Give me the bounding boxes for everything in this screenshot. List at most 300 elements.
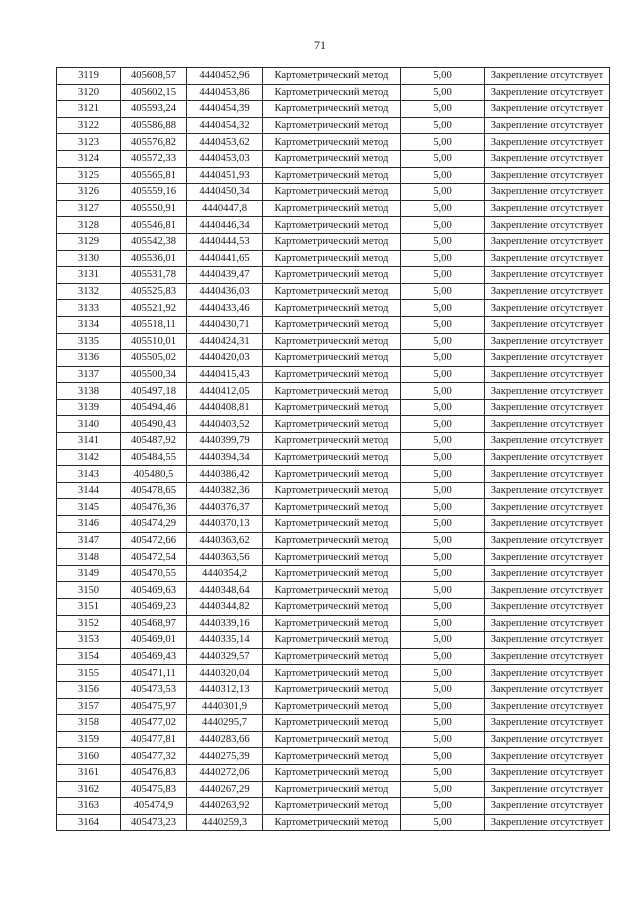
table-row xyxy=(57,466,610,483)
table-row xyxy=(57,233,610,250)
x-coordinate-cell: 405608,57 xyxy=(121,68,187,85)
point-number-cell: 3136 xyxy=(57,350,121,367)
point-number-cell: 3147 xyxy=(57,532,121,549)
point-number-cell: 3144 xyxy=(57,482,121,499)
point-number-cell: 3143 xyxy=(57,466,121,483)
point-number-cell: 3138 xyxy=(57,383,121,400)
x-coordinate-cell: 405468,97 xyxy=(121,615,187,632)
fixing-cell: Закрепление отсутствует xyxy=(485,250,610,267)
fixing-cell: Закрепление отсутствует xyxy=(485,764,610,781)
fixing-cell: Закрепление отсутствует xyxy=(485,200,610,217)
accuracy-cell: 5,00 xyxy=(401,731,485,748)
point-number-cell: 3141 xyxy=(57,433,121,450)
point-number-cell: 3160 xyxy=(57,748,121,765)
table-row xyxy=(57,267,610,284)
fixing-cell: Закрепление отсутствует xyxy=(485,549,610,566)
method-cell: Картометрический метод xyxy=(263,200,401,217)
y-coordinate-cell: 4440450,34 xyxy=(187,184,263,201)
method-cell: Картометрический метод xyxy=(263,84,401,101)
method-cell: Картометрический метод xyxy=(263,366,401,383)
accuracy-cell: 5,00 xyxy=(401,599,485,616)
point-number-cell: 3159 xyxy=(57,731,121,748)
x-coordinate-cell: 405531,78 xyxy=(121,267,187,284)
x-coordinate-cell: 405586,88 xyxy=(121,117,187,134)
accuracy-cell: 5,00 xyxy=(401,283,485,300)
table-row xyxy=(57,101,610,118)
accuracy-cell: 5,00 xyxy=(401,267,485,284)
method-cell: Картометрический метод xyxy=(263,399,401,416)
fixing-cell: Закрепление отсутствует xyxy=(485,532,610,549)
point-number-cell: 3150 xyxy=(57,582,121,599)
y-coordinate-cell: 4440451,93 xyxy=(187,167,263,184)
accuracy-cell: 5,00 xyxy=(401,233,485,250)
method-cell: Картометрический метод xyxy=(263,250,401,267)
table-row xyxy=(57,167,610,184)
y-coordinate-cell: 4440339,16 xyxy=(187,615,263,632)
fixing-cell: Закрепление отсутствует xyxy=(485,681,610,698)
accuracy-cell: 5,00 xyxy=(401,582,485,599)
y-coordinate-cell: 4440320,04 xyxy=(187,665,263,682)
table-row xyxy=(57,200,610,217)
point-number-cell: 3155 xyxy=(57,665,121,682)
table-row xyxy=(57,582,610,599)
accuracy-cell: 5,00 xyxy=(401,383,485,400)
point-number-cell: 3128 xyxy=(57,217,121,234)
accuracy-cell: 5,00 xyxy=(401,748,485,765)
y-coordinate-cell: 4440403,52 xyxy=(187,416,263,433)
y-coordinate-cell: 4440348,64 xyxy=(187,582,263,599)
y-coordinate-cell: 4440382,36 xyxy=(187,482,263,499)
x-coordinate-cell: 405473,23 xyxy=(121,814,187,831)
y-coordinate-cell: 4440275,39 xyxy=(187,748,263,765)
x-coordinate-cell: 405572,33 xyxy=(121,150,187,167)
method-cell: Картометрический метод xyxy=(263,698,401,715)
point-number-cell: 3132 xyxy=(57,283,121,300)
y-coordinate-cell: 4440301,9 xyxy=(187,698,263,715)
method-cell: Картометрический метод xyxy=(263,316,401,333)
fixing-cell: Закрепление отсутствует xyxy=(485,516,610,533)
table-row xyxy=(57,433,610,450)
point-number-cell: 3145 xyxy=(57,499,121,516)
method-cell: Картометрический метод xyxy=(263,532,401,549)
x-coordinate-cell: 405471,11 xyxy=(121,665,187,682)
accuracy-cell: 5,00 xyxy=(401,449,485,466)
method-cell: Картометрический метод xyxy=(263,267,401,284)
y-coordinate-cell: 4440453,86 xyxy=(187,84,263,101)
x-coordinate-cell: 405478,65 xyxy=(121,482,187,499)
accuracy-cell: 5,00 xyxy=(401,117,485,134)
point-number-cell: 3135 xyxy=(57,333,121,350)
accuracy-cell: 5,00 xyxy=(401,333,485,350)
table-row xyxy=(57,150,610,167)
point-number-cell: 3157 xyxy=(57,698,121,715)
y-coordinate-cell: 4440433,46 xyxy=(187,300,263,317)
method-cell: Картометрический метод xyxy=(263,516,401,533)
accuracy-cell: 5,00 xyxy=(401,499,485,516)
table-row xyxy=(57,416,610,433)
fixing-cell: Закрепление отсутствует xyxy=(485,316,610,333)
accuracy-cell: 5,00 xyxy=(401,250,485,267)
point-number-cell: 3142 xyxy=(57,449,121,466)
table-row xyxy=(57,698,610,715)
x-coordinate-cell: 405474,29 xyxy=(121,516,187,533)
x-coordinate-cell: 405525,83 xyxy=(121,283,187,300)
y-coordinate-cell: 4440453,03 xyxy=(187,150,263,167)
x-coordinate-cell: 405497,18 xyxy=(121,383,187,400)
accuracy-cell: 5,00 xyxy=(401,366,485,383)
accuracy-cell: 5,00 xyxy=(401,482,485,499)
y-coordinate-cell: 4440420,03 xyxy=(187,350,263,367)
fixing-cell: Закрепление отсутствует xyxy=(485,267,610,284)
table-row xyxy=(57,665,610,682)
method-cell: Картометрический метод xyxy=(263,549,401,566)
x-coordinate-cell: 405505,02 xyxy=(121,350,187,367)
method-cell: Картометрический метод xyxy=(263,615,401,632)
method-cell: Картометрический метод xyxy=(263,648,401,665)
table-row xyxy=(57,565,610,582)
point-number-cell: 3127 xyxy=(57,200,121,217)
method-cell: Картометрический метод xyxy=(263,798,401,815)
x-coordinate-cell: 405470,55 xyxy=(121,565,187,582)
y-coordinate-cell: 4440454,39 xyxy=(187,101,263,118)
method-cell: Картометрический метод xyxy=(263,599,401,616)
y-coordinate-cell: 4440386,42 xyxy=(187,466,263,483)
table-row xyxy=(57,134,610,151)
accuracy-cell: 5,00 xyxy=(401,764,485,781)
y-coordinate-cell: 4440267,29 xyxy=(187,781,263,798)
table-row xyxy=(57,681,610,698)
fixing-cell: Закрепление отсутствует xyxy=(485,68,610,85)
table-row xyxy=(57,350,610,367)
fixing-cell: Закрепление отсутствует xyxy=(485,416,610,433)
fixing-cell: Закрепление отсутствует xyxy=(485,300,610,317)
x-coordinate-cell: 405472,54 xyxy=(121,549,187,566)
fixing-cell: Закрепление отсутствует xyxy=(485,565,610,582)
fixing-cell: Закрепление отсутствует xyxy=(485,134,610,151)
accuracy-cell: 5,00 xyxy=(401,416,485,433)
fixing-cell: Закрепление отсутствует xyxy=(485,748,610,765)
accuracy-cell: 5,00 xyxy=(401,565,485,582)
accuracy-cell: 5,00 xyxy=(401,84,485,101)
point-number-cell: 3158 xyxy=(57,715,121,732)
method-cell: Картометрический метод xyxy=(263,233,401,250)
table-row xyxy=(57,516,610,533)
method-cell: Картометрический метод xyxy=(263,582,401,599)
fixing-cell: Закрепление отсутствует xyxy=(485,150,610,167)
table-row xyxy=(57,798,610,815)
table-row xyxy=(57,648,610,665)
table-row xyxy=(57,399,610,416)
y-coordinate-cell: 4440376,37 xyxy=(187,499,263,516)
point-number-cell: 3164 xyxy=(57,814,121,831)
x-coordinate-cell: 405490,43 xyxy=(121,416,187,433)
x-coordinate-cell: 405480,5 xyxy=(121,466,187,483)
fixing-cell: Закрепление отсутствует xyxy=(485,283,610,300)
point-number-cell: 3125 xyxy=(57,167,121,184)
method-cell: Картометрический метод xyxy=(263,781,401,798)
fixing-cell: Закрепление отсутствует xyxy=(485,499,610,516)
x-coordinate-cell: 405550,91 xyxy=(121,200,187,217)
accuracy-cell: 5,00 xyxy=(401,399,485,416)
x-coordinate-cell: 405593,24 xyxy=(121,101,187,118)
table-row xyxy=(57,615,610,632)
method-cell: Картометрический метод xyxy=(263,167,401,184)
fixing-cell: Закрепление отсутствует xyxy=(485,383,610,400)
fixing-cell: Закрепление отсутствует xyxy=(485,798,610,815)
fixing-cell: Закрепление отсутствует xyxy=(485,350,610,367)
table-row xyxy=(57,781,610,798)
table-row xyxy=(57,117,610,134)
point-number-cell: 3163 xyxy=(57,798,121,815)
table-row xyxy=(57,814,610,831)
accuracy-cell: 5,00 xyxy=(401,200,485,217)
fixing-cell: Закрепление отсутствует xyxy=(485,599,610,616)
fixing-cell: Закрепление отсутствует xyxy=(485,466,610,483)
method-cell: Картометрический метод xyxy=(263,300,401,317)
x-coordinate-cell: 405542,38 xyxy=(121,233,187,250)
method-cell: Картометрический метод xyxy=(263,565,401,582)
point-number-cell: 3133 xyxy=(57,300,121,317)
point-number-cell: 3131 xyxy=(57,267,121,284)
table-row xyxy=(57,499,610,516)
point-number-cell: 3161 xyxy=(57,764,121,781)
point-number-cell: 3122 xyxy=(57,117,121,134)
fixing-cell: Закрепление отсутствует xyxy=(485,117,610,134)
point-number-cell: 3153 xyxy=(57,632,121,649)
method-cell: Картометрический метод xyxy=(263,632,401,649)
y-coordinate-cell: 4440439,47 xyxy=(187,267,263,284)
point-number-cell: 3146 xyxy=(57,516,121,533)
y-coordinate-cell: 4440454,32 xyxy=(187,117,263,134)
table-row xyxy=(57,599,610,616)
method-cell: Картометрический метод xyxy=(263,283,401,300)
x-coordinate-cell: 405472,66 xyxy=(121,532,187,549)
page-number: 71 xyxy=(314,38,326,52)
point-number-cell: 3137 xyxy=(57,366,121,383)
table-row xyxy=(57,300,610,317)
accuracy-cell: 5,00 xyxy=(401,68,485,85)
fixing-cell: Закрепление отсутствует xyxy=(485,482,610,499)
method-cell: Картометрический метод xyxy=(263,433,401,450)
fixing-cell: Закрепление отсутствует xyxy=(485,101,610,118)
table-row xyxy=(57,333,610,350)
x-coordinate-cell: 405469,01 xyxy=(121,632,187,649)
coordinates-table xyxy=(56,67,610,831)
y-coordinate-cell: 4440354,2 xyxy=(187,565,263,582)
y-coordinate-cell: 4440430,71 xyxy=(187,316,263,333)
x-coordinate-cell: 405521,92 xyxy=(121,300,187,317)
method-cell: Картометрический метод xyxy=(263,814,401,831)
table-row xyxy=(57,482,610,499)
accuracy-cell: 5,00 xyxy=(401,150,485,167)
fixing-cell: Закрепление отсутствует xyxy=(485,433,610,450)
point-number-cell: 3148 xyxy=(57,549,121,566)
point-number-cell: 3156 xyxy=(57,681,121,698)
table-row xyxy=(57,383,610,400)
point-number-cell: 3162 xyxy=(57,781,121,798)
y-coordinate-cell: 4440447,8 xyxy=(187,200,263,217)
table-row xyxy=(57,283,610,300)
fixing-cell: Закрепление отсутствует xyxy=(485,698,610,715)
table-row xyxy=(57,764,610,781)
y-coordinate-cell: 4440272,06 xyxy=(187,764,263,781)
y-coordinate-cell: 4440283,66 xyxy=(187,731,263,748)
fixing-cell: Закрепление отсутствует xyxy=(485,632,610,649)
accuracy-cell: 5,00 xyxy=(401,167,485,184)
method-cell: Картометрический метод xyxy=(263,748,401,765)
y-coordinate-cell: 4440335,14 xyxy=(187,632,263,649)
table-row xyxy=(57,748,610,765)
table-row xyxy=(57,549,610,566)
method-cell: Картометрический метод xyxy=(263,184,401,201)
x-coordinate-cell: 405475,83 xyxy=(121,781,187,798)
fixing-cell: Закрепление отсутствует xyxy=(485,449,610,466)
fixing-cell: Закрепление отсутствует xyxy=(485,615,610,632)
table-row xyxy=(57,184,610,201)
y-coordinate-cell: 4440329,57 xyxy=(187,648,263,665)
method-cell: Картометрический метод xyxy=(263,68,401,85)
x-coordinate-cell: 405602,15 xyxy=(121,84,187,101)
x-coordinate-cell: 405477,81 xyxy=(121,731,187,748)
x-coordinate-cell: 405494,46 xyxy=(121,399,187,416)
x-coordinate-cell: 405469,43 xyxy=(121,648,187,665)
point-number-cell: 3140 xyxy=(57,416,121,433)
accuracy-cell: 5,00 xyxy=(401,134,485,151)
y-coordinate-cell: 4440370,13 xyxy=(187,516,263,533)
y-coordinate-cell: 4440263,92 xyxy=(187,798,263,815)
fixing-cell: Закрепление отсутствует xyxy=(485,814,610,831)
table-row xyxy=(57,449,610,466)
y-coordinate-cell: 4440363,62 xyxy=(187,532,263,549)
accuracy-cell: 5,00 xyxy=(401,665,485,682)
method-cell: Картометрический метод xyxy=(263,134,401,151)
accuracy-cell: 5,00 xyxy=(401,217,485,234)
method-cell: Картометрический метод xyxy=(263,416,401,433)
table-row xyxy=(57,632,610,649)
x-coordinate-cell: 405476,83 xyxy=(121,764,187,781)
method-cell: Картометрический метод xyxy=(263,449,401,466)
x-coordinate-cell: 405546,81 xyxy=(121,217,187,234)
method-cell: Картометрический метод xyxy=(263,764,401,781)
table-row xyxy=(57,366,610,383)
y-coordinate-cell: 4440441,65 xyxy=(187,250,263,267)
point-number-cell: 3121 xyxy=(57,101,121,118)
method-cell: Картометрический метод xyxy=(263,482,401,499)
table-row xyxy=(57,731,610,748)
table-row xyxy=(57,84,610,101)
accuracy-cell: 5,00 xyxy=(401,516,485,533)
x-coordinate-cell: 405536,01 xyxy=(121,250,187,267)
x-coordinate-cell: 405576,82 xyxy=(121,134,187,151)
method-cell: Картометрический метод xyxy=(263,383,401,400)
accuracy-cell: 5,00 xyxy=(401,316,485,333)
x-coordinate-cell: 405477,32 xyxy=(121,748,187,765)
accuracy-cell: 5,00 xyxy=(401,681,485,698)
x-coordinate-cell: 405476,36 xyxy=(121,499,187,516)
method-cell: Картометрический метод xyxy=(263,715,401,732)
x-coordinate-cell: 405559,16 xyxy=(121,184,187,201)
x-coordinate-cell: 405474,9 xyxy=(121,798,187,815)
fixing-cell: Закрепление отсутствует xyxy=(485,582,610,599)
coordinates-table-body xyxy=(57,68,610,831)
method-cell: Картометрический метод xyxy=(263,731,401,748)
fixing-cell: Закрепление отсутствует xyxy=(485,399,610,416)
point-number-cell: 3120 xyxy=(57,84,121,101)
accuracy-cell: 5,00 xyxy=(401,466,485,483)
accuracy-cell: 5,00 xyxy=(401,101,485,118)
method-cell: Картометрический метод xyxy=(263,466,401,483)
x-coordinate-cell: 405475,97 xyxy=(121,698,187,715)
point-number-cell: 3130 xyxy=(57,250,121,267)
y-coordinate-cell: 4440453,62 xyxy=(187,134,263,151)
point-number-cell: 3123 xyxy=(57,134,121,151)
point-number-cell: 3129 xyxy=(57,233,121,250)
x-coordinate-cell: 405473,53 xyxy=(121,681,187,698)
y-coordinate-cell: 4440424,31 xyxy=(187,333,263,350)
x-coordinate-cell: 405469,63 xyxy=(121,582,187,599)
point-number-cell: 3154 xyxy=(57,648,121,665)
x-coordinate-cell: 405500,34 xyxy=(121,366,187,383)
x-coordinate-cell: 405487,92 xyxy=(121,433,187,450)
x-coordinate-cell: 405510,01 xyxy=(121,333,187,350)
fixing-cell: Закрепление отсутствует xyxy=(485,366,610,383)
fixing-cell: Закрепление отсутствует xyxy=(485,84,610,101)
accuracy-cell: 5,00 xyxy=(401,549,485,566)
accuracy-cell: 5,00 xyxy=(401,615,485,632)
x-coordinate-cell: 405518,11 xyxy=(121,316,187,333)
fixing-cell: Закрепление отсутствует xyxy=(485,233,610,250)
point-number-cell: 3134 xyxy=(57,316,121,333)
accuracy-cell: 5,00 xyxy=(401,715,485,732)
fixing-cell: Закрепление отсутствует xyxy=(485,333,610,350)
y-coordinate-cell: 4440363,56 xyxy=(187,549,263,566)
y-coordinate-cell: 4440452,96 xyxy=(187,68,263,85)
y-coordinate-cell: 4440408,81 xyxy=(187,399,263,416)
y-coordinate-cell: 4440394,34 xyxy=(187,449,263,466)
table-row xyxy=(57,250,610,267)
y-coordinate-cell: 4440399,79 xyxy=(187,433,263,450)
table-row xyxy=(57,532,610,549)
method-cell: Картометрический метод xyxy=(263,499,401,516)
method-cell: Картометрический метод xyxy=(263,350,401,367)
method-cell: Картометрический метод xyxy=(263,101,401,118)
point-number-cell: 3126 xyxy=(57,184,121,201)
point-number-cell: 3149 xyxy=(57,565,121,582)
y-coordinate-cell: 4440412,05 xyxy=(187,383,263,400)
point-number-cell: 3139 xyxy=(57,399,121,416)
fixing-cell: Закрепление отсутствует xyxy=(485,731,610,748)
table-row xyxy=(57,68,610,85)
method-cell: Картометрический метод xyxy=(263,681,401,698)
x-coordinate-cell: 405565,81 xyxy=(121,167,187,184)
point-number-cell: 3124 xyxy=(57,150,121,167)
x-coordinate-cell: 405484,55 xyxy=(121,449,187,466)
accuracy-cell: 5,00 xyxy=(401,433,485,450)
point-number-cell: 3151 xyxy=(57,599,121,616)
x-coordinate-cell: 405469,23 xyxy=(121,599,187,616)
table-row xyxy=(57,217,610,234)
point-number-cell: 3152 xyxy=(57,615,121,632)
fixing-cell: Закрепление отсутствует xyxy=(485,648,610,665)
accuracy-cell: 5,00 xyxy=(401,350,485,367)
fixing-cell: Закрепление отсутствует xyxy=(485,665,610,682)
x-coordinate-cell: 405477,02 xyxy=(121,715,187,732)
point-number-cell: 3119 xyxy=(57,68,121,85)
y-coordinate-cell: 4440436,03 xyxy=(187,283,263,300)
fixing-cell: Закрепление отсутствует xyxy=(485,781,610,798)
fixing-cell: Закрепление отсутствует xyxy=(485,167,610,184)
accuracy-cell: 5,00 xyxy=(401,781,485,798)
